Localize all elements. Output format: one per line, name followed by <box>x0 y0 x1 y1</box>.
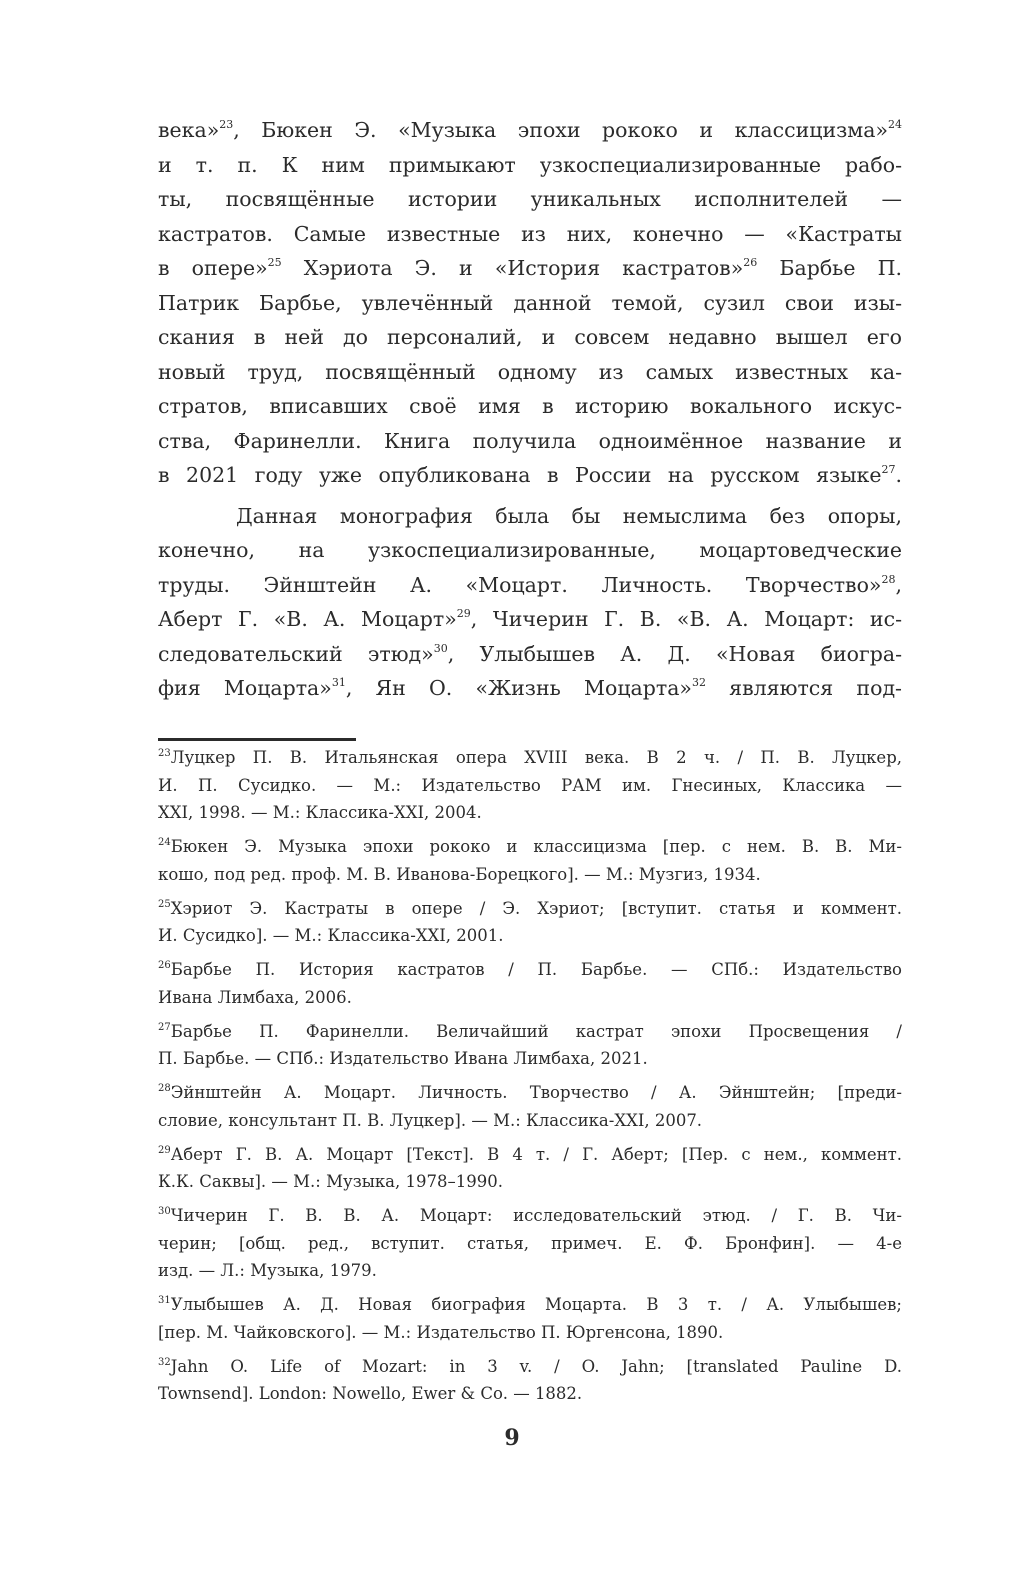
footnote-line <box>158 922 902 950</box>
footnote-line <box>158 799 902 827</box>
text-line <box>158 424 902 459</box>
footnote-number: 28 <box>158 1083 171 1094</box>
footnote-number: 31 <box>158 1295 171 1306</box>
text-segment: новый труд, посвящённый одному из самых известных ка- <box>158 359 902 384</box>
footnote-number: 32 <box>158 1356 171 1368</box>
text-segment: , Чичерин Г. В. «В. А. Моцарт: ис- <box>470 607 902 631</box>
footnote-number: 27 <box>158 1021 171 1033</box>
text-line <box>158 148 902 183</box>
text-line <box>158 113 902 148</box>
footnote-line <box>158 1045 902 1073</box>
footnote-line <box>158 772 902 800</box>
text-segment: труды. Эйнштейн А. «Моцарт. Личность. Творчество» <box>158 572 882 597</box>
text-line <box>158 286 902 321</box>
text-segment: Данная монография была бы немыслима без опоры, <box>236 503 902 528</box>
paragraph <box>158 499 902 706</box>
text-segment: в опере» <box>158 256 268 280</box>
main-text <box>158 113 902 712</box>
footnote-line <box>158 1107 902 1135</box>
footnote-text: Улыбышев А. Д. Новая биография Моцарта. В 3 т. / А. Улыбышев; <box>170 1295 902 1314</box>
footnote-number: 23 <box>158 748 171 759</box>
text-line <box>158 568 902 603</box>
footnote-line <box>158 833 902 861</box>
text-segment: и т. п. К ним примыкают узкоспециализированные рабо- <box>158 152 902 177</box>
text-segment: ства, Фаринелли. Книга получила одноимённое название и <box>158 428 902 453</box>
footnote-ref: 27 <box>881 463 896 476</box>
footnote-text: Барбье П. История кастратов / П. Барбье. — СПб.: Издательство <box>170 960 902 979</box>
footnote <box>158 1018 902 1073</box>
footnote-line <box>158 1202 902 1230</box>
text-segment: , Бюкен Э. «Музыка эпохи рококо и классицизма» <box>233 118 888 142</box>
footnote-ref: 26 <box>743 256 758 269</box>
footnote-text: Чичерин Г. В. В. А. Моцарт: исследовательский этюд. / Г. В. Чи- <box>170 1206 902 1225</box>
footnote-line <box>158 1018 902 1046</box>
footnote-number: 24 <box>158 837 171 848</box>
text-segment: стратов, вписавших своё имя в историю вокального искус- <box>158 394 902 418</box>
footnote <box>158 895 902 950</box>
footnote <box>158 744 902 827</box>
footnote-text: черин; [общ. ред., вступит. статья, примеч. Е. Ф. Бронфин]. — 4-е <box>158 1233 902 1253</box>
text-line <box>158 389 902 424</box>
footnote-text: [пер. М. Чайковского]. — М.: Издательство П. Юргенсона, 1890. <box>158 1322 724 1342</box>
text-line <box>158 217 902 252</box>
footnote-text: Хэриот Э. Кастраты в опере / Э. Хэриот; [вступит. статья и коммент. <box>170 898 902 918</box>
text-line <box>158 637 902 672</box>
text-segment: . <box>895 463 902 487</box>
footnote-text: словие, консультант П. В. Луцкер]. — М.: Классика-XXI, 2007. <box>158 1110 703 1130</box>
text-segment: , <box>895 572 902 597</box>
footnote-line <box>158 1257 902 1285</box>
footnote-text: Jahn O. Life of Mozart: in 3 v. / O. Jahn; [translated Pauline D. <box>170 1356 902 1376</box>
text-segment: Аберт Г. «В. А. Моцарт» <box>158 607 457 631</box>
text-segment: скания в ней до персоналий, и совсем недавно вышел его <box>158 325 902 349</box>
footnote-text: XXI, 1998. — М.: Классика-XXI, 2004. <box>158 803 482 822</box>
footnote-line <box>158 1353 902 1381</box>
text-segment: кастратов. Самые известные из них, конечно — «Кастраты <box>158 221 902 246</box>
text-segment: ты, посвящённые истории уникальных исполнителей — <box>158 187 902 211</box>
text-segment: Барбье П. <box>757 256 902 280</box>
text-line <box>158 355 902 390</box>
footnote-text: Бюкен Э. Музыка эпохи рококо и классицизма [пер. с нем. В. В. Ми- <box>170 837 902 856</box>
footnote-text: кошо, под ред. проф. М. В. Иванова-Борецкого]. — М.: Музгиз, 1934. <box>158 864 761 884</box>
footnote-ref: 24 <box>888 118 902 131</box>
footnote-line <box>158 1380 902 1408</box>
footnote-text: Ивана Лимбаха, 2006. <box>158 987 352 1007</box>
footnote <box>158 956 902 1011</box>
footnote-line <box>158 1319 902 1347</box>
text-segment: являются под- <box>705 676 902 700</box>
footnote-number: 29 <box>158 1144 171 1156</box>
footnote-line <box>158 1230 902 1258</box>
text-line <box>158 671 902 706</box>
footnote-text: Townsend]. London: Nowello, Ewer & Co. — 1882. <box>158 1384 583 1403</box>
footnote-number: 30 <box>158 1206 171 1217</box>
page-number: 9 <box>504 1425 520 1451</box>
footnote-ref: 23 <box>219 118 234 131</box>
footnote-number: 26 <box>158 960 171 971</box>
footnote-text: П. Барбье. — СПб.: Издательство Ивана Лимбаха, 2021. <box>158 1049 648 1068</box>
text-segment: , Улыбышев А. Д. «Новая биогра- <box>447 641 902 666</box>
text-segment: конечно, на узкоспециализированные, моцартоведческие <box>158 538 902 562</box>
text-line <box>158 320 902 355</box>
footnote <box>158 1202 902 1285</box>
footnote <box>158 1141 902 1196</box>
footnote-line <box>158 984 902 1012</box>
footnote-ref: 28 <box>881 572 896 586</box>
footnote-text: Аберт Г. В. А. Моцарт [Текст]. В 4 т. / Г. Аберт; [Пер. с нем., коммент. <box>170 1144 902 1164</box>
footnote-ref: 30 <box>433 641 448 655</box>
footnote-text: Эйнштейн А. Моцарт. Личность. Творчество / А. Эйнштейн; [преди- <box>170 1083 902 1102</box>
footnote-text: Луцкер П. В. Итальянская опера XVIII века. В 2 ч. / П. В. Луцкер, <box>170 748 902 767</box>
text-segment: , Ян О. «Жизнь Моцарта» <box>345 676 692 700</box>
text-segment: века» <box>158 118 220 142</box>
footnote-text: изд. — Л.: Музыка, 1979. <box>158 1261 377 1280</box>
footnote <box>158 1079 902 1134</box>
footnote-ref: 25 <box>267 256 282 269</box>
footnote-line <box>158 1291 902 1319</box>
footnote-text: И. П. Сусидко. — М.: Издательство РАМ им. Гнесиных, Классика — <box>158 775 902 795</box>
footnote-text: Барбье П. Фаринелли. Величайший кастрат эпохи Просвещения / <box>170 1021 902 1041</box>
text-segment: в 2021 году уже опубликована в России на русском языке <box>158 463 882 487</box>
footnote-ref: 29 <box>456 607 471 620</box>
footnote-line <box>158 744 902 772</box>
footnote-separator <box>158 738 356 741</box>
text-line <box>158 458 902 493</box>
text-segment: Патрик Барбье, увлечённый данной темой, сузил свои изы- <box>158 290 902 315</box>
footnote-line <box>158 956 902 984</box>
footnote-line <box>158 861 902 889</box>
footnote-line <box>158 1168 902 1196</box>
text-segment: Хэриота Э. и «История кастратов» <box>281 256 744 280</box>
paragraph <box>158 113 902 493</box>
text-line <box>158 533 902 568</box>
footnote-ref: 32 <box>691 676 706 689</box>
footnote-text: И. Сусидко]. — М.: Классика-XXI, 2001. <box>158 926 504 945</box>
footnote-text: К.К. Саквы]. — М.: Музыка, 1978–1990. <box>158 1172 503 1191</box>
footnote-ref: 31 <box>331 676 346 689</box>
footnote <box>158 833 902 888</box>
text-line <box>158 251 902 286</box>
footnote <box>158 1353 902 1408</box>
text-segment: следовательский этюд» <box>158 641 434 666</box>
footnote-number: 25 <box>158 898 171 910</box>
footnote <box>158 1291 902 1346</box>
footnotes <box>158 744 902 1414</box>
footnote-line <box>158 1141 902 1169</box>
text-line <box>158 499 902 534</box>
text-line <box>158 602 902 637</box>
text-segment: фия Моцарта» <box>158 676 332 700</box>
text-line <box>158 182 902 217</box>
footnote-line <box>158 1079 902 1107</box>
footnote-line <box>158 895 902 923</box>
